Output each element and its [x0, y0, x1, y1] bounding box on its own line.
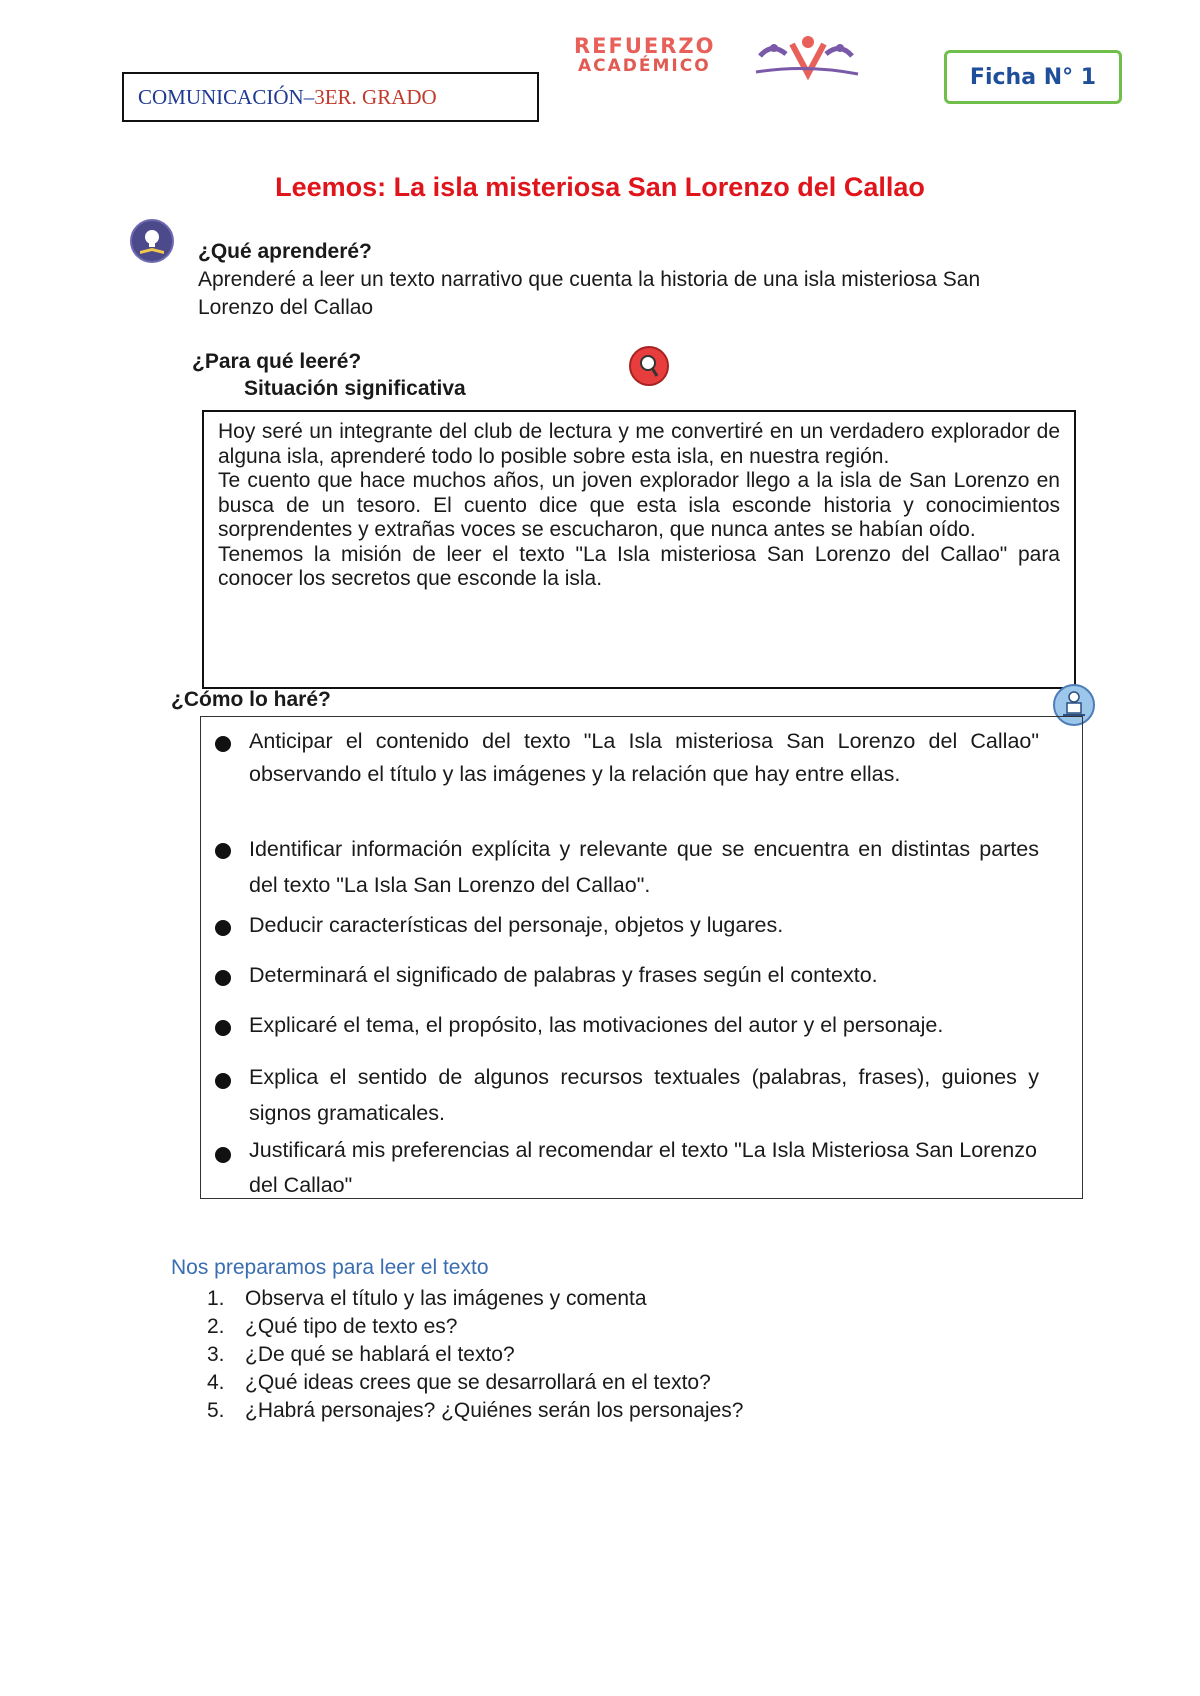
list-text: Observa el título y las imágenes y comenta [245, 1287, 647, 1310]
list-item: Anticipar el contenido del texto "La Isla misteriosa San Lorenzo del Callao" observando el título y las imágenes y la relación que hay entre ellas. [249, 729, 1039, 786]
page-title: Leemos: La isla misteriosa San Lorenzo del Callao [275, 172, 925, 202]
situation-box [202, 410, 1076, 689]
list-number: 2. [207, 1315, 225, 1338]
situation-paragraph: Te cuento que hace muchos años, un joven explorador llego a la isla de San Lorenzo en busca de un tesoro. El cuento dice que esta isla esconde historia y conocimientos sorprendentes y extrañas voces se escucharon, que nunca antes se habían oído. [218, 469, 1060, 541]
list-number: 4. [207, 1371, 225, 1394]
ficha-badge: Ficha N° 1 [944, 50, 1122, 104]
list-item [207, 1369, 743, 1397]
bullet-icon [215, 970, 231, 986]
list-text: ¿Habrá personajes? ¿Quiénes serán los personajes? [245, 1399, 744, 1422]
how-box [200, 716, 1083, 1199]
logo-line1: REFUERZO [574, 34, 716, 58]
list-item: Explica el sentido de algunos recursos textuales (palabras, frases), guiones y signos gramaticales. [249, 1065, 1039, 1125]
how-heading: ¿Cómo lo haré? [171, 688, 331, 711]
lightbulb-book-icon [130, 219, 174, 263]
list-text: ¿De qué se hablará el texto? [245, 1343, 515, 1366]
subject-grade-box [122, 72, 539, 122]
list-text: ¿Qué tipo de texto es? [245, 1315, 458, 1338]
list-item [207, 1285, 743, 1313]
situation-paragraph: Hoy seré un integrante del club de lectura y me convertiré en un verdadero explorador de alguna isla, aprenderé todo lo posible sobre esta isla, en nuestra región. [218, 420, 1060, 468]
list-item [207, 1397, 743, 1425]
list-item: Explicaré el tema, el propósito, las motivaciones del autor y el personaje. [249, 1013, 944, 1037]
grade-label: 3ER. GRADO [314, 84, 437, 109]
subject-dash: – [303, 84, 315, 109]
logo-emblem-icon [752, 34, 862, 86]
bullet-icon [215, 1073, 231, 1089]
logo [574, 34, 864, 90]
bullet-icon [215, 1147, 231, 1163]
logo-line2: ACADÉMICO [578, 56, 711, 76]
list-number: 3. [207, 1343, 225, 1366]
bullet-icon [215, 920, 231, 936]
list-text: ¿Qué ideas crees que se desarrollará en el texto? [245, 1371, 711, 1394]
bullet-icon [215, 736, 231, 752]
list-item: Justificará mis preferencias al recomendar el texto "La Isla Misteriosa San Lorenzo del Callao" [249, 1138, 1037, 1197]
list-number: 5. [207, 1399, 225, 1422]
bullet-icon [215, 1020, 231, 1036]
list-item: Deducir características del personaje, objetos y lugares. [249, 913, 784, 937]
subject-label: COMUNICACIÓN [138, 84, 304, 109]
prepare-list [207, 1285, 743, 1425]
bullet-icon [215, 843, 231, 859]
learn-heading: ¿Qué aprenderé? [198, 240, 372, 263]
situation-heading: Situación significativa [244, 377, 466, 400]
situation-paragraph: Tenemos la misión de leer el texto "La Isla misteriosa San Lorenzo del Callao" para conocer los secretos que esconde la isla. [218, 542, 1060, 590]
learn-text: Aprenderé a leer un texto narrativo que cuenta la historia de una isla misteriosa San Lorenzo del Callao [198, 268, 981, 319]
list-item [207, 1313, 743, 1341]
list-item [207, 1341, 743, 1369]
list-item: Determinará el significado de palabras y frases según el contexto. [249, 963, 878, 987]
purpose-heading: ¿Para qué leeré? [192, 350, 362, 373]
prepare-heading: Nos preparamos para leer el texto [171, 1256, 489, 1279]
list-item: Identificar información explícita y relevante que se encuentra en distintas partes del texto "La Isla San Lorenzo del Callao". [249, 837, 1039, 897]
reading-magnifier-icon [629, 346, 669, 386]
list-number: 1. [207, 1287, 225, 1310]
